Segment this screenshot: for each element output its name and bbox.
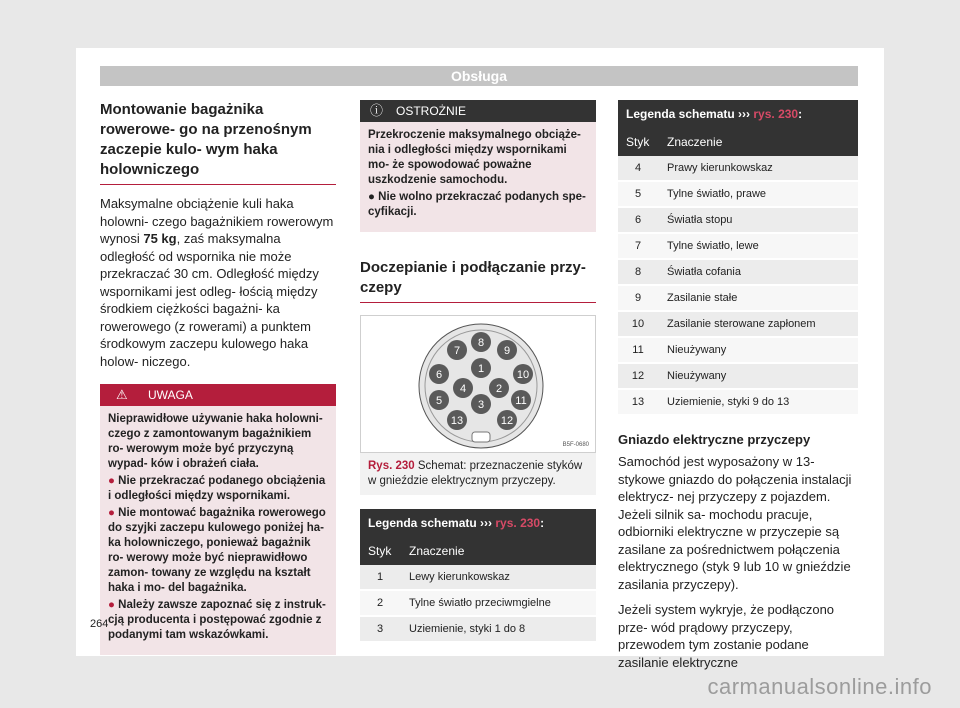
section-title-bike-carrier: Montowanie bagażnika rowerowe- go na przenośnym zaczepie kulo- wym haka holowniczego bbox=[100, 100, 336, 185]
column-header-meaning: Znaczenie bbox=[659, 128, 858, 156]
paragraph-max-load bbox=[100, 195, 336, 370]
pin-meaning: Tylne światło, prawe bbox=[659, 181, 858, 207]
warning-header bbox=[100, 384, 336, 406]
pin-number: 2 bbox=[360, 590, 401, 616]
bullet-icon: ● bbox=[368, 191, 379, 203]
pin-meaning: Tylne światło przeciwmgielne bbox=[401, 590, 596, 616]
column-right bbox=[618, 100, 858, 671]
table-row bbox=[618, 285, 858, 311]
pin-meaning: Nieużywany bbox=[659, 363, 858, 389]
table-row bbox=[618, 259, 858, 285]
caution-bullet bbox=[368, 190, 588, 220]
legend-colon: : bbox=[798, 107, 803, 121]
warning-box bbox=[100, 384, 336, 655]
pin-number: 5 bbox=[618, 181, 659, 207]
caution-intro: Przekroczenie maksymalnego obciąże- nia i odległości między wspornikami mo- że spowodować poważne uszkodzenie samochodu. bbox=[368, 129, 581, 186]
pin-meaning: Tylne światło, lewe bbox=[659, 233, 858, 259]
table-row bbox=[618, 363, 858, 389]
pin-label: 6 bbox=[435, 369, 443, 381]
warning-bullet bbox=[108, 474, 328, 504]
caution-body bbox=[360, 122, 596, 232]
pin-label: 1 bbox=[477, 363, 485, 375]
section-title-trailer: Doczepianie i podłączanie przy- czepy bbox=[360, 258, 596, 303]
legend-ref: rys. 230 bbox=[495, 516, 541, 530]
table-row bbox=[618, 337, 858, 363]
legend-ref: rys. 230 bbox=[753, 107, 799, 121]
subheading-socket: Gniazdo elektryczne przyczepy bbox=[618, 432, 811, 447]
pin-number: 9 bbox=[618, 285, 659, 311]
bullet-text: Nie montować bagażnika rowerowego do szyjki zaczepu kulowego poniżej ha- ka holowniczego, ponieważ bagażnik ro- werowy może być nieprawidłowo zamon- towany ze względu na kształt haka i mo- del bagażnika. bbox=[108, 507, 326, 594]
chevrons-icon: ››› bbox=[738, 107, 751, 121]
pin-number: 3 bbox=[360, 616, 401, 642]
text-run: , zaś maksymalna odległość od wspornika nie może przekraczać 30 cm. Odległość między wspornikami jest odleg- łością między środkiem ciężkości bagażni- ka rowerowego (z rowerami) a punktem środkowym zaczepu kulowego haka holow- niczego. bbox=[100, 231, 319, 369]
socket-diagram-svg bbox=[361, 316, 597, 452]
legend-title-row bbox=[360, 509, 596, 537]
chapter-header: Obsługa bbox=[100, 66, 858, 86]
pin-number: 6 bbox=[618, 207, 659, 233]
pin-label: 2 bbox=[495, 383, 503, 395]
socket-diagram bbox=[360, 315, 596, 453]
pin-number: 10 bbox=[618, 311, 659, 337]
bullet-text: Nie przekraczać podanego obciążenia i odległości między wspornikami. bbox=[108, 475, 326, 502]
pin-number: 11 bbox=[618, 337, 659, 363]
caution-header bbox=[360, 100, 596, 122]
pin-meaning: Zasilanie stałe bbox=[659, 285, 858, 311]
pin-label: 3 bbox=[477, 399, 485, 411]
legend-header-row bbox=[360, 537, 596, 565]
legend-title-text: Legenda schematu bbox=[368, 516, 477, 530]
figure-caption bbox=[360, 453, 596, 495]
column-header-pin: Styk bbox=[360, 537, 401, 565]
legend-body bbox=[360, 565, 596, 642]
pin-number: 1 bbox=[360, 565, 401, 590]
pin-meaning: Zasilanie sterowane zapłonem bbox=[659, 311, 858, 337]
warning-triangle-icon: ⚠ bbox=[116, 387, 128, 402]
bullet-icon: ● bbox=[108, 475, 119, 487]
caution-heading: OSTROŻNIE bbox=[396, 104, 467, 118]
pin-number: 4 bbox=[618, 156, 659, 181]
legend-title bbox=[360, 509, 596, 537]
warning-bullet bbox=[108, 506, 328, 596]
table-row bbox=[618, 233, 858, 259]
caption-ref: Rys. 230 bbox=[368, 460, 415, 472]
warning-body bbox=[100, 406, 336, 655]
pin-meaning: Światła cofania bbox=[659, 259, 858, 285]
pin-number: 12 bbox=[618, 363, 659, 389]
column-left bbox=[100, 100, 336, 655]
pin-label: 4 bbox=[459, 383, 467, 395]
warning-intro: Nieprawidłowe używanie haka holowni- czego z zamontowanym bagażnikiem ro- werowym może być przyczyną wypad- ków i obrażeń ciała. bbox=[108, 413, 323, 470]
legend-body bbox=[618, 156, 858, 415]
legend-colon: : bbox=[540, 516, 545, 530]
table-row bbox=[360, 616, 596, 642]
pin-number: 7 bbox=[618, 233, 659, 259]
pin-meaning: Prawy kierunkowskaz bbox=[659, 156, 858, 181]
table-row bbox=[360, 590, 596, 616]
bullet-text: Należy zawsze zapoznać się z instruk- cją producenta i postępować zgodnie z podanymi tam wskazówkami. bbox=[108, 599, 326, 641]
table-row bbox=[618, 207, 858, 233]
text-run: Maksymalne obciążenie kuli haka holowni- czego bagażnikiem rowerowym wynosi bbox=[100, 196, 334, 246]
table-row bbox=[618, 156, 858, 181]
table-row bbox=[618, 311, 858, 337]
legend-title-row bbox=[618, 100, 858, 128]
pin-label: 8 bbox=[477, 337, 485, 349]
column-header-pin: Styk bbox=[618, 128, 659, 156]
caption-text: Schemat: przeznaczenie styków w gnieździe elektrycznym przyczepy. bbox=[368, 460, 583, 487]
column-middle bbox=[360, 100, 596, 643]
pin-label: 5 bbox=[435, 395, 443, 407]
table-row bbox=[360, 565, 596, 590]
paragraph-socket: Samochód jest wyposażony w 13-stykowe gniazdo do połączenia instalacji elektrycz- nej przyczepy z pojazdem. Jeżeli silnik sa- mochodu pracuje, odbiorniki elektryczne w przyczepie są zasilane za pośrednictwem połączenia elektrycznego (styk 9 lub 10 w gnieździe zasilania przyczepy). bbox=[618, 454, 852, 592]
pin-number: 8 bbox=[618, 259, 659, 285]
watermark: carmanualsonline.info bbox=[707, 674, 932, 699]
bullet-icon: ● bbox=[108, 507, 119, 519]
pin-label: 10 bbox=[516, 369, 530, 381]
pin-meaning: Lewy kierunkowskaz bbox=[401, 565, 596, 590]
figure-code: B5F-0680 bbox=[562, 442, 589, 448]
warning-heading: UWAGA bbox=[148, 388, 193, 402]
paragraph-detection: Jeżeli system wykryje, że podłączono prze- wód prądowy przyczepy, przewodem tym zostanie podane zasilanie elektryczne bbox=[618, 602, 835, 670]
column-header-meaning: Znaczenie bbox=[401, 537, 596, 565]
socket-key-notch bbox=[472, 432, 490, 442]
legend-title-text: Legenda schematu bbox=[626, 107, 735, 121]
pin-meaning: Uziemienie, styki 1 do 8 bbox=[401, 616, 596, 642]
info-circle-icon: ⓘ bbox=[370, 103, 384, 118]
caution-box bbox=[360, 100, 596, 232]
table-row bbox=[618, 389, 858, 415]
bold-value: 75 kg bbox=[143, 231, 177, 246]
pin-meaning: Uziemienie, styki 9 do 13 bbox=[659, 389, 858, 415]
pin-number: 13 bbox=[618, 389, 659, 415]
legend-table-2 bbox=[618, 100, 858, 416]
legend-title bbox=[618, 100, 858, 128]
chevrons-icon: ››› bbox=[480, 516, 493, 530]
pin-meaning: Światła stopu bbox=[659, 207, 858, 233]
bullet-icon: ● bbox=[108, 599, 119, 611]
table-row bbox=[618, 181, 858, 207]
pin-label: 7 bbox=[453, 345, 461, 357]
page-number: 264 bbox=[90, 618, 109, 630]
pin-label: 12 bbox=[500, 415, 514, 427]
pin-label: 9 bbox=[503, 345, 511, 357]
bullet-text: Nie wolno przekraczać podanych spe- cyfikacji. bbox=[368, 191, 586, 218]
warning-bullet bbox=[108, 598, 328, 643]
legend-header-row bbox=[618, 128, 858, 156]
pin-meaning: Nieużywany bbox=[659, 337, 858, 363]
pin-label: 13 bbox=[450, 415, 464, 427]
pin-label: 11 bbox=[515, 395, 527, 407]
legend-table-1 bbox=[360, 509, 596, 643]
